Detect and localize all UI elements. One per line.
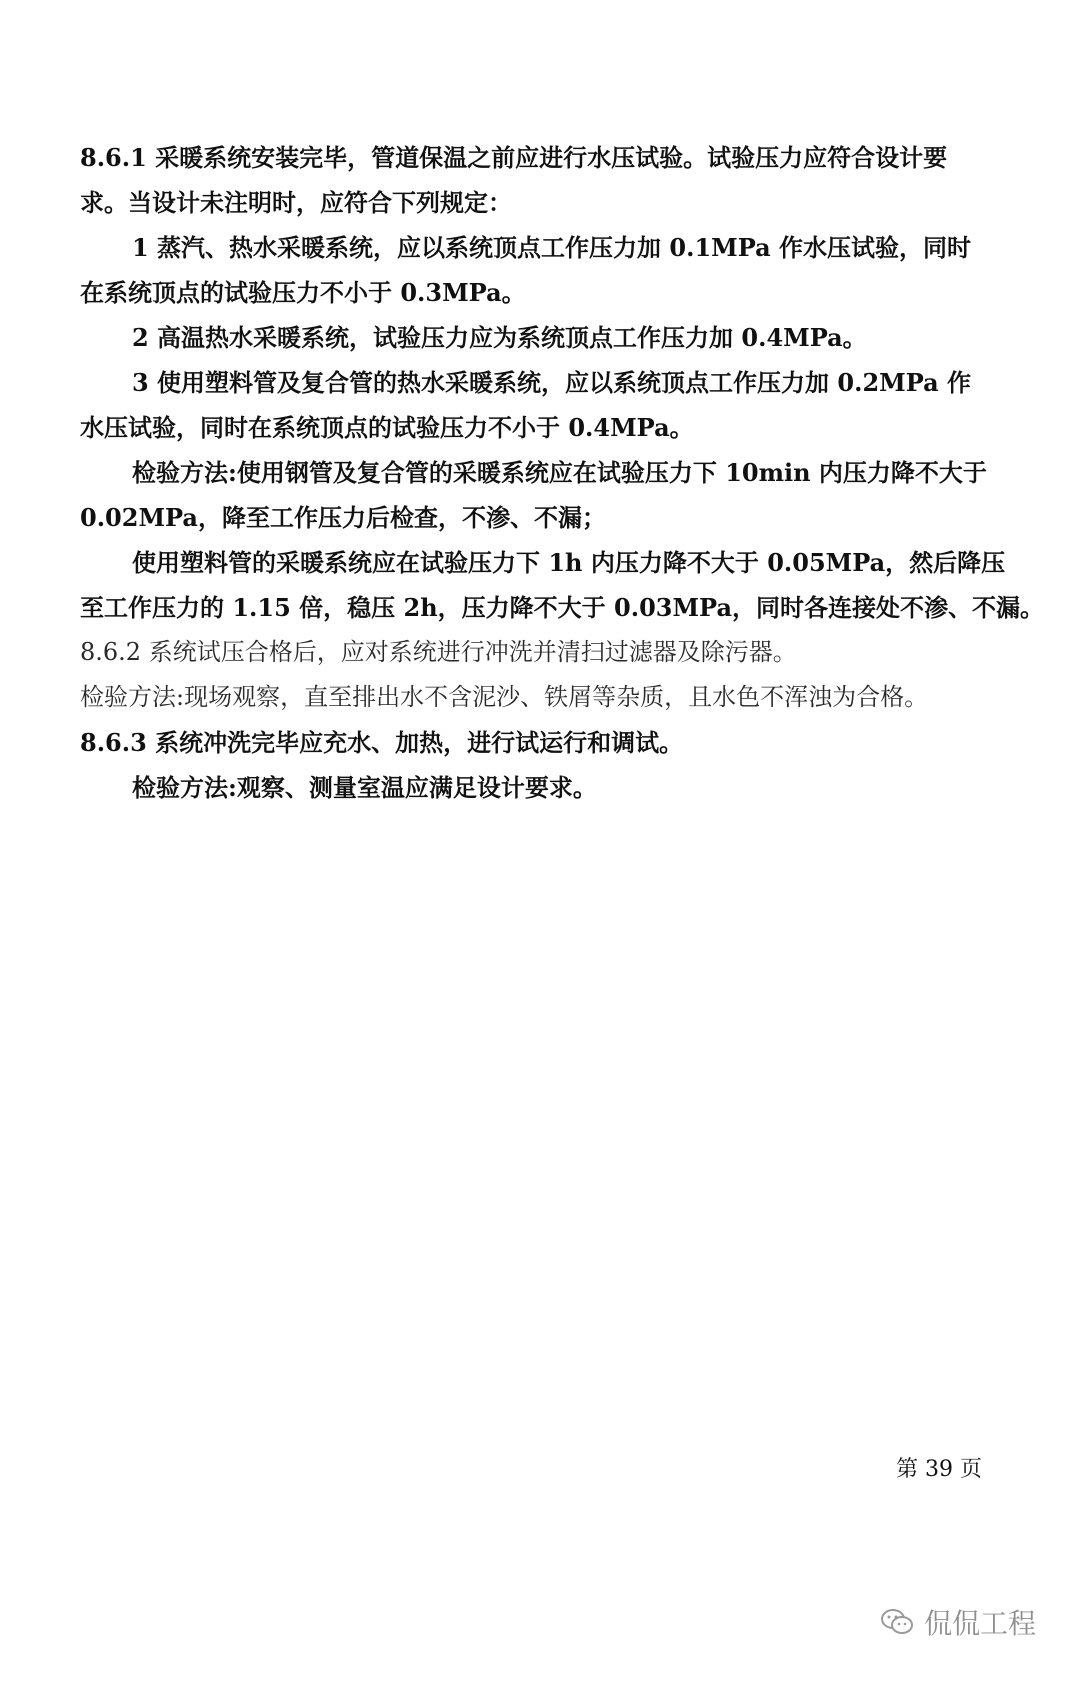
wechat-icon — [880, 1607, 914, 1637]
watermark — [880, 1602, 1036, 1642]
watermark-text: 侃侃工程 — [924, 1607, 1037, 1640]
doc-line: 使用塑料管的采暖系统应在试验压力下 1h 内压力降不大于 0.05MPa，然后降压 — [132, 548, 1006, 577]
doc-line: 3 使用塑料管及复合管的热水采暖系统，应以系统顶点工作压力加 0.2MPa 作 — [132, 368, 972, 397]
doc-line: 至工作压力的 1.15 倍，稳压 2h，压力降不大于 0.03MPa，同时各连接处不渗、不漏。 — [80, 593, 1044, 622]
doc-line: 1 蒸汽、热水采暖系统，应以系统顶点工作压力加 0.1MPa 作水压试验，同时 — [132, 233, 972, 262]
doc-line: 水压试验，同时在系统顶点的试验压力不小于 0.4MPa。 — [80, 413, 694, 442]
page-number: 第 39 页 — [896, 1457, 982, 1482]
doc-line: 检验方法:观察、测量室温应满足设计要求。 — [132, 773, 597, 802]
doc-line: 检验方法:使用钢管及复合管的采暖系统应在试验压力下 10min 内压力降不大于 — [132, 458, 987, 487]
doc-line: 在系统顶点的试验压力不小于 0.3MPa。 — [80, 278, 526, 307]
doc-line: 8.6.2 系统试压合格后，应对系统进行冲洗并清扫过滤器及除污器。 — [80, 638, 797, 666]
doc-line: 2 高温热水采暖系统，试验压力应为系统顶点工作压力加 0.4MPa。 — [132, 323, 867, 352]
doc-line: 0.02MPa，降至工作压力后检查，不渗、不漏； — [80, 503, 606, 532]
doc-line: 检验方法:现场观察，直至排出水不含泥沙、铁屑等杂质，且水色不浑浊为合格。 — [80, 683, 929, 711]
doc-line: 求。当设计未注明时，应符合下列规定： — [80, 188, 512, 217]
document-body — [80, 135, 1044, 810]
doc-line: 8.6.3 系统冲洗完毕应充水、加热，进行试运行和调试。 — [80, 728, 684, 757]
doc-line: 8.6.1 采暖系统安装完毕，管道保温之前应进行水压试验。试验压力应符合设计要 — [80, 143, 948, 172]
